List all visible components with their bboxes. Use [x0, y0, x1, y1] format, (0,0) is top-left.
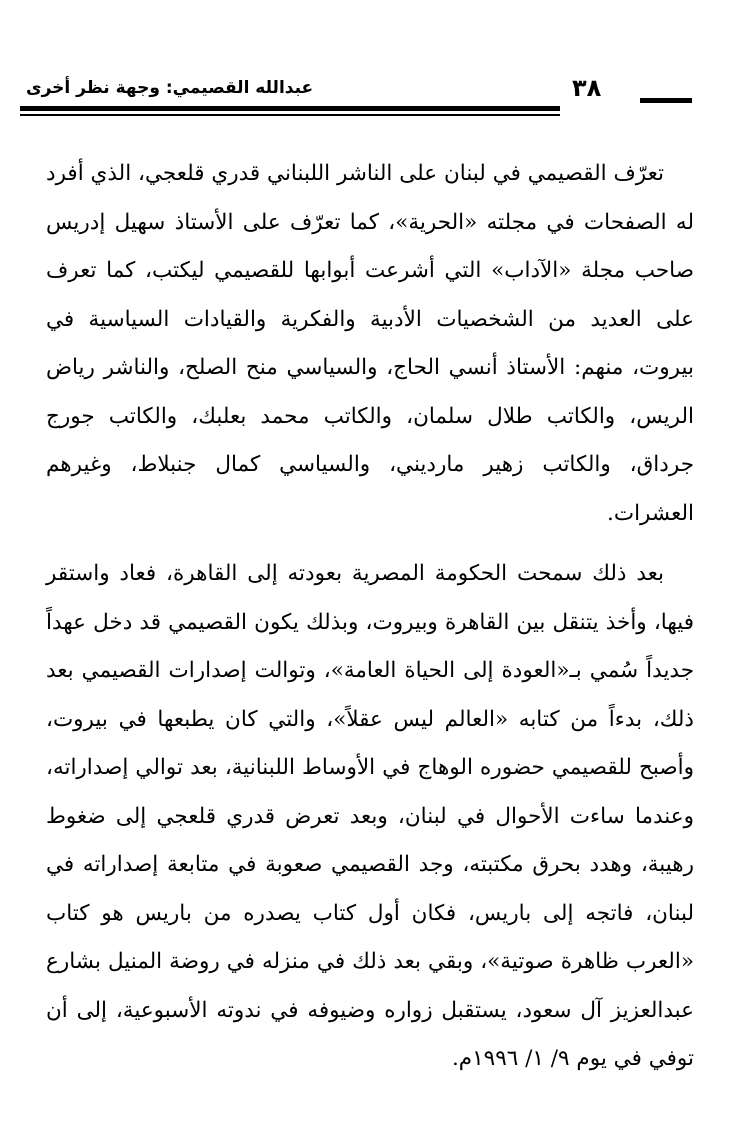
page-number: ٣٨ — [572, 74, 602, 102]
paragraph: تعرّف القصيمي في لبنان على الناشر اللبناني قدري قلعجي، الذي أفرد له الصفحات في مجلته «الحرية»، كما تعرّف على الأستاذ سهيل إدريس صاحب مجلة «الآداب» التي أشرعت أبوابها للقصيمي ليكتب، كما تعرف على العديد من الشخصيات الأدبية والفكرية والقيادات السياسية في بيروت، منهم: الأستاذ أنسي الحاج، والسياسي منح الصلح، والناشر رياض الريس، والكاتب طلال سلمان، والكاتب محمد بعلبك، والكاتب جورج جرداق، والكاتب زهير مارديني، والسياسي كمال جنبلاط، وغيرهم العشرات. — [46, 161, 694, 526]
page-number-dash — [640, 98, 692, 103]
page-header — [20, 76, 692, 116]
paragraph: بعد ذلك سمحت الحكومة المصرية بعودته إلى القاهرة، فعاد واستقر فيها، وأخذ يتنقل بين القاهرة وبيروت، وبذلك يكون القصيمي قد دخل عهداً جديداً سُمي بـ«العودة إلى الحياة العامة»، وتوالت إصدارات القصيمي بعد ذلك، بدءاً من كتابه «العالم ليس عقلاً»، والتي كان يطبعها في بيروت، وأصبح للقصيمي حضوره الوهاج في الأوساط اللبنانية، بعد توالي إصداراته، وعندما ساءت الأحوال في لبنان، وبعد تعرض قدري قلعجي إلى ضغوط رهيبة، وهدد بحرق مكتبته، وجد القصيمي صعوبة في متابعة إصداراته في لبنان، فاتجه إلى باريس، فكان أول كتاب يصدره من باريس هو كتاب «العرب ظاهرة صوتية»، وبقي بعد ذلك في منزله في روضة المنيل بشارع عبدالعزيز آل سعود، يستقبل زواره وضيوفه في ندوته الأسبوعية، إلى أن توفي في يوم ٩/ ١/ ١٩٩٦م. — [46, 561, 694, 1071]
header-rule-thin — [20, 114, 560, 116]
body-text — [46, 150, 694, 1084]
header-rule-thick — [20, 106, 560, 111]
running-title: عبدالله القصيمي: وجهة نظر أخرى — [26, 78, 314, 98]
